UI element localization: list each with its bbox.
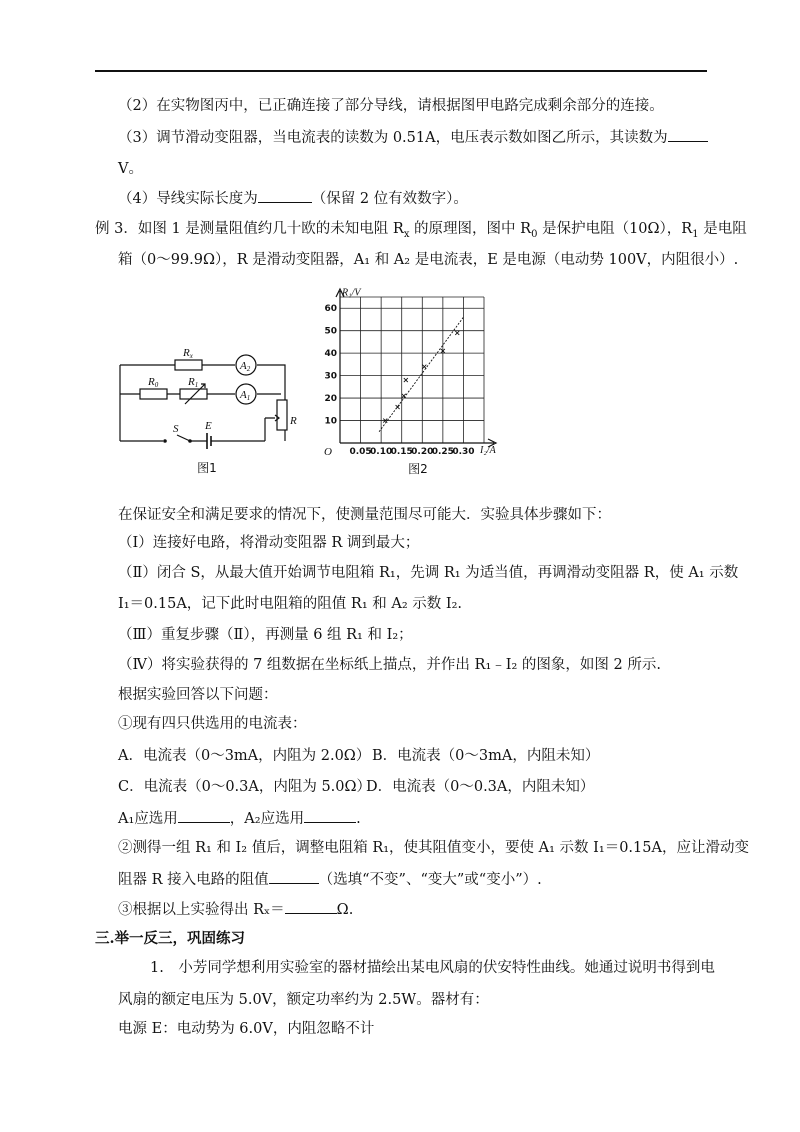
y-tick-label: 50 [324, 326, 337, 337]
answer-intro: 根据实验回答以下问题： [118, 687, 278, 703]
answer-blank[interactable] [269, 869, 319, 884]
answer-blank[interactable] [178, 808, 230, 823]
step-3: （Ⅲ）重复步骤（Ⅱ），再测量 6 组 R₁ 和 I₂； [118, 627, 413, 643]
origin-label: O [324, 446, 332, 458]
y-tick-label: 10 [324, 416, 337, 427]
question-2: （2）在实物图丙中，已正确连接了部分导线，请根据图甲电路完成剩余部分的连接。 [118, 98, 664, 114]
label-s: S [173, 423, 179, 435]
r1-i2-graph [322, 285, 512, 480]
x-tick-label: 0.05 [349, 447, 372, 457]
option-c: C．电流表（0～0.3A，内阻为 5.0Ω） [118, 779, 372, 795]
data-point [455, 331, 459, 335]
practice-1-line2: 风扇的额定电压为 5.0V，额定功率约为 2.5W。器材有： [118, 992, 489, 1008]
answer-blank[interactable] [258, 188, 312, 203]
y-tick-label: 20 [324, 394, 337, 405]
data-point [422, 365, 426, 369]
question-3-unit: V。 [118, 161, 143, 177]
x-tick-label: 0.30 [452, 447, 475, 457]
y-tick-label: 30 [324, 371, 337, 382]
fit-line [379, 317, 463, 432]
step-2-line2: I₁＝0.15A，记下此时电阻箱的阻值 R₁ 和 A₂ 示数 I₂. [118, 596, 463, 612]
answer-blank[interactable] [285, 899, 337, 914]
data-point [396, 405, 400, 409]
practice-1-line1: 1. 小芳同学想利用实验室的器材描绘出某电风扇的伏安特性曲线。她通过说明书得到电 [150, 960, 715, 976]
circuit-diagram [115, 338, 300, 478]
sub-question-2-line1: ②测得一组 R₁ 和 I₂ 值后，调整电阻箱 R₁，使其阻值变小，要使 A₁ 示数 I₁＝0.15A，应让滑动变 [118, 840, 749, 856]
option-d: D．电流表（0～0.3A，内阻未知） [366, 779, 595, 795]
step-4: （Ⅳ）将实验获得的 7 组数据在坐标纸上描点，并作出 R₁﹣I₂ 的图象，如图 2 所示. [118, 657, 661, 673]
step-2-line1: （Ⅱ）闭合 S，从最大值开始调节电阻箱 R₁，先调 R₁ 为适当值，再调滑动变阻器 R，使 A₁ 示数 [118, 565, 739, 581]
label-r1: R1 [188, 376, 199, 389]
step-1: （Ⅰ）连接好电路，将滑动变阻器 R 调到最大； [118, 535, 420, 551]
example-3-line1: 例 3．如图 1 是测量阻值约几十欧的未知电阻 $R_x$ 的原理图，图中 $R_0$ 是保护电阻（10Ω），$R_1$ 是电阻 [95, 221, 747, 240]
sub-question-2-line2: 阻器 R 接入电路的阻值 （选填“不变”、“变大”或“变小”）. [118, 869, 542, 890]
x-tick-label: 0.20 [411, 447, 434, 457]
example-3-line2: 箱（0～99.9Ω），R 是滑动变阻器，A₁ 和 A₂ 是电流表，E 是电源（电动势 100V，内阻很小）. [118, 252, 739, 268]
header-rule [95, 70, 707, 72]
data-point [404, 378, 408, 382]
answer-blank[interactable] [304, 808, 356, 823]
x-axis-label: I₂/A [480, 445, 496, 456]
label-r: R [290, 415, 297, 427]
option-b: B．电流表（0～3mA，内阻未知） [372, 748, 600, 764]
x-tick-label: 0.15 [390, 447, 413, 457]
sub-question-3: ③根据以上实验得出 Rₓ＝ Ω. [118, 899, 353, 920]
x-tick-label: 0.10 [370, 447, 393, 457]
intro-text: 在保证安全和满足要求的情况下，使测量范围尽可能大．实验具体步骤如下： [118, 507, 611, 523]
y-tick-label: 60 [324, 304, 337, 315]
figure2-caption: 图2 [408, 462, 428, 476]
choose-ammeters: A₁应选用 ，A₂应选用 . [118, 808, 361, 829]
option-a: A．电流表（0～3mA，内阻为 2.0Ω） [118, 748, 371, 764]
label-a2: A2 [240, 360, 251, 373]
data-point [402, 394, 406, 398]
label-r0: R0 [148, 376, 159, 389]
label-rx: Rx [183, 347, 193, 360]
y-axis-label: R₁/V [342, 287, 361, 299]
sub-question-1: ①现有四只供选用的电流表： [118, 716, 307, 732]
practice-1-line3: 电源 E：电动势为 6.0V，内阻忽略不计 [118, 1021, 375, 1037]
question-4: （4）导线实际长度为 （保留 2 位有效数字）。 [118, 188, 468, 209]
label-a1: A1 [240, 389, 251, 402]
x-tick-label: 0.25 [431, 447, 454, 457]
question-3: （3）调节滑动变阻器，当电流表的读数为 0.51A，电压表示数如图乙所示，其读数为 [118, 127, 708, 148]
label-e: E [205, 420, 212, 432]
answer-blank[interactable] [668, 127, 708, 142]
figure1-caption: 图1 [197, 461, 217, 475]
graph-axes [336, 289, 496, 447]
y-tick-label: 40 [324, 349, 337, 360]
section-heading: 三.举一反三，巩固练习 [95, 930, 246, 947]
